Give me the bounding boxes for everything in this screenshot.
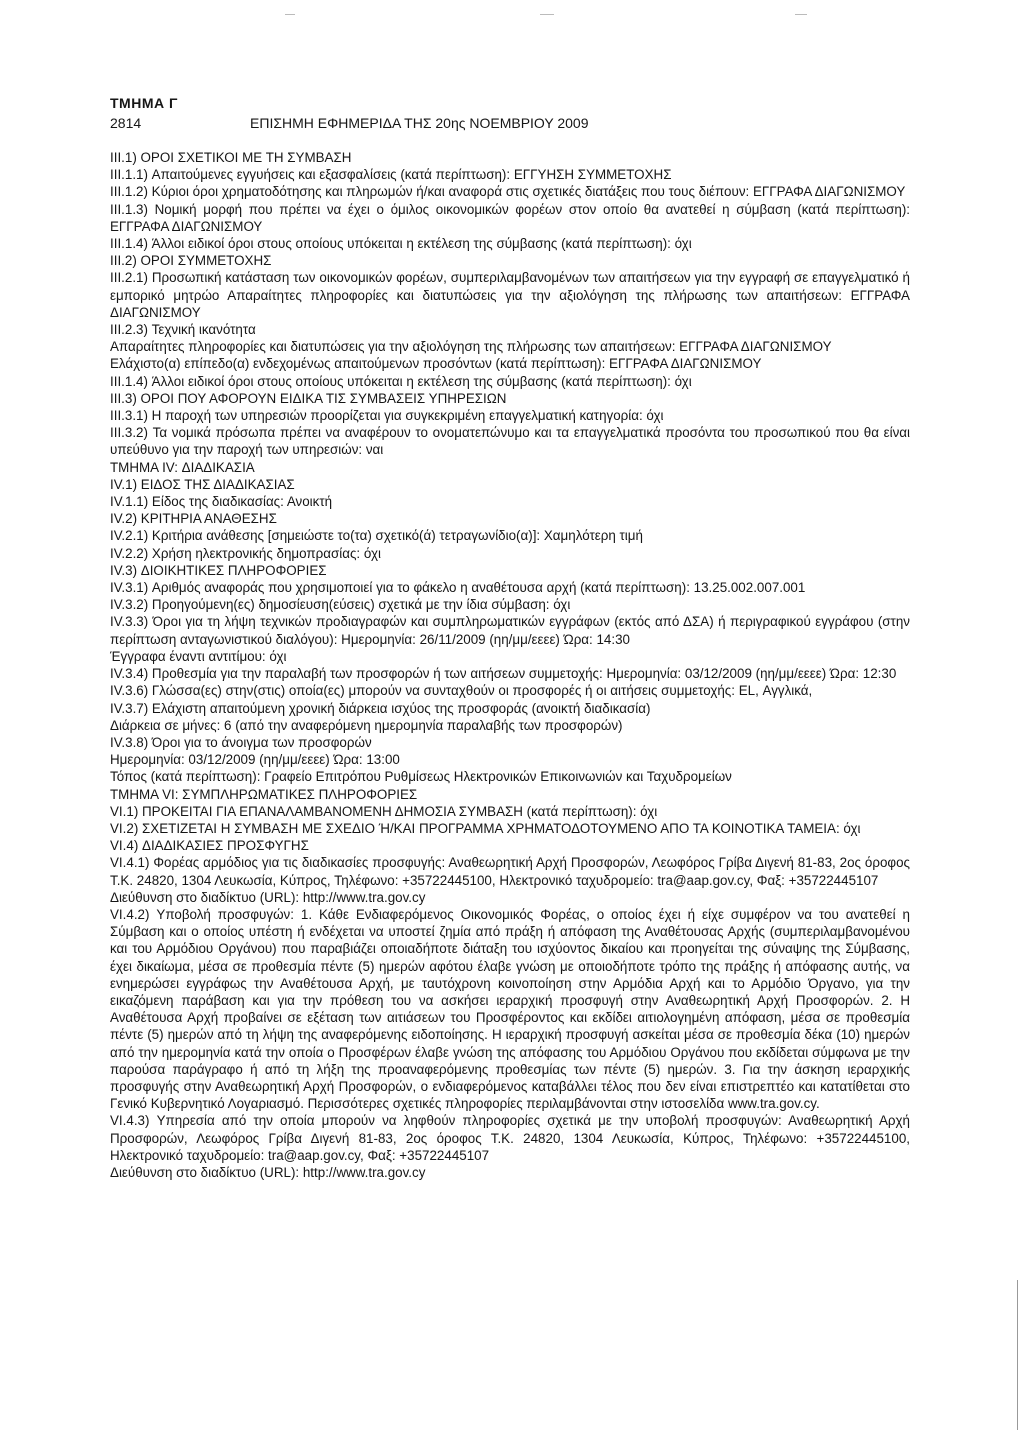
paragraph: III.2.1) Προσωπική κατάσταση των οικονομικών φορέων, συμπεριλαμβανομένων των απαιτήσεων για την εγγραφή σε επαγγελματικό ή εμπορικό μητρώο Απαραίτητες πληροφορίες και διατυπώσεις για την αξιολόγηση της πλήρωσης των απαιτήσεων: ΕΓΓΡΑΦΑ ΔΙΑΓΩΝΙΣΜΟΥ — [110, 270, 910, 320]
paragraph: III.1.3) Νομική μορφή που πρέπει να έχει ο όμιλος οικονομικών φορέων στον οποίο θα ανατεθεί η σύμβαση (κατά περίπτωση): ΕΓΓΡΑΦΑ ΔΙΑΓΩΝΙΣΜΟΥ — [110, 201, 910, 234]
section-heading: ΤΜΗΜΑ IV: ΔΙΑΔΙΚΑΣΙΑ — [110, 459, 255, 475]
paragraph: III.1.4) Άλλοι ειδικοί όροι στους οποίους υπόκειται η εκτέλεση της σύμβασης (κατά περίπτωση): όχι — [110, 373, 692, 389]
paragraph: III.3) ΟΡΟΙ ΠΟΥ ΑΦΟΡΟΥΝ ΕΙΔΙΚΑ ΤΙΣ ΣΥΜΒΑΣΕΙΣ ΥΠΗΡΕΣΙΩΝ — [110, 390, 507, 406]
paragraph: Διάρκεια σε μήνες: 6 (από την αναφερόμενη ημερομηνία παραλαβής των προσφορών) — [110, 717, 623, 733]
paragraph: IV.3.2) Προηγούμενη(ες) δημοσίευση(εύσεις) σχετικά με την ίδια σύμβαση: όχι — [110, 597, 571, 613]
paragraph: VI.4.3) Υπηρεσία από την οποία μπορούν να ληφθούν πληροφορίες σχετικά με την υποβολή προσφυγών: Αναθεωρητική Αρχή Προσφορών, Λεωφόρος Γρίβα Διγενή 81-83, 2ος όροφος Τ.Κ. 24820, 1304 Λευκωσία, Κύπρος, Τηλέφωνο: +35722445100, Ηλεκτρονικό ταχυδρομείο: tra@aap.gov.cy, Φαξ: +35722445107 — [110, 1113, 910, 1163]
section-heading: ΤΜΗΜΑ VI: ΣΥΜΠΛΗΡΩΜΑΤΙΚΕΣ ΠΛΗΡΟΦΟΡΙΕΣ — [110, 786, 418, 802]
scan-mark — [795, 14, 807, 15]
paragraph: IV.3.7) Ελάχιστη απαιτούμενη χρονική διάρκεια ισχύος της προσφοράς (ανοικτή διαδικασία) — [110, 700, 651, 716]
document-page — [110, 95, 910, 1181]
paragraph: Τόπος (κατά περίπτωση): Γραφείο Επιτρόπου Ρυθμίσεως Ηλεκτρονικών Επικοινωνιών και Ταχυδρομείων — [110, 769, 732, 785]
section-label: ΤΜΗΜΑ Γ — [110, 95, 178, 111]
scan-mark — [540, 14, 554, 15]
document-body — [110, 149, 910, 1181]
paragraph: Απαραίτητες πληροφορίες και διατυπώσεις για την αξιολόγηση της πλήρωσης των απαιτήσεων: ΕΓΓΡΑΦΑ ΔΙΑΓΩΝΙΣΜΟΥ — [110, 339, 832, 355]
paragraph: III.2.3) Τεχνική ικανότητα — [110, 322, 256, 338]
paragraph: VI.4) ΔΙΑΔΙΚΑΣΙΕΣ ΠΡΟΣΦΥΓΗΣ — [110, 838, 309, 854]
paragraph: IV.3) ΔΙΟΙΚΗΤΙΚΕΣ ΠΛΗΡΟΦΟΡΙΕΣ — [110, 562, 327, 578]
scan-mark — [285, 14, 295, 15]
paragraph: VI.4.1) Φορέας αρμόδιος για τις διαδικασίες προσφυγής: Αναθεωρητική Αρχή Προσφορών, Λεωφόρος Γρίβα Διγενή 81-83, 2ος όροφος Τ.Κ. 24820, 1304 Λευκωσία, Κύπρος, Τηλέφωνο: +35722445100, Ηλεκτρονικό ταχυδρομείο: tra@aap.gov.cy, Φαξ: +35722445107 — [110, 855, 910, 888]
paragraph: IV.3.6) Γλώσσα(ες) στην(στις) οποία(ες) μπορούν να συνταχθούν οι προσφορές ή οι αιτήσεις συμμετοχής: EL, Αγγλικά, — [110, 683, 813, 699]
paragraph: Έγγραφα έναντι αντιτίμου: όχι — [110, 648, 287, 664]
paragraph: Ελάχιστο(α) επίπεδο(α) ενδεχομένως απαιτούμενων προσόντων (κατά περίπτωση): ΕΓΓΡΑΦΑ ΔΙΑΓΩΝΙΣΜΟΥ — [110, 356, 762, 372]
paragraph: III.1.1) Απαιτούμενες εγγυήσεις και εξασφαλίσεις (κατά περίπτωση): ΕΓΓΥΗΣΗ ΣΥΜΜΕΤΟΧΗΣ — [110, 167, 672, 183]
scan-margin-line — [1017, 1280, 1018, 1430]
paragraph: IV.3.1) Αριθμός αναφοράς που χρησιμοποιεί για το φάκελο η αναθέτουσα αρχή (κατά περίπτωση): 13.25.002.007.001 — [110, 580, 806, 596]
paragraph: IV.3.3) Όροι για τη λήψη τεχνικών προδιαγραφών και συμπληρωματικών εγγράφων (εκτός από ΔΣΑ) ή περιγραφικού εγγράφου (στην περίπτωση ανταγωνιστικού διαλόγου): Ημερομηνία: 26/11/2009 (ηη/μμ/εεεε) Ώρα: 14:30 — [110, 614, 910, 647]
paragraph: VI.1) ΠΡΟΚΕΙΤΑΙ ΓΙΑ ΕΠΑΝΑΛΑΜΒΑΝΟΜΕΝΗ ΔΗΜΟΣΙΑ ΣΥΜΒΑΣΗ (κατά περίπτωση): όχι — [110, 803, 658, 819]
paragraph: IV.3.4) Προθεσμία για την παραλαβή των προσφορών ή των αιτήσεων συμμετοχής: Ημερομηνία: 03/12/2009 (ηη/μμ/εεεε) Ώρα: 12:30 — [110, 666, 897, 682]
paragraph: III.3.1) Η παροχή των υπηρεσιών προορίζεται για συγκεκριμένη επαγγελματική κατηγορία: όχι — [110, 408, 664, 424]
paragraph: IV.3.8) Όροι για το άνοιγμα των προσφορών — [110, 734, 372, 750]
paragraph: III.1) ΟΡΟΙ ΣΧΕΤΙΚΟΙ ΜΕ ΤΗ ΣΥΜΒΑΣΗ — [110, 150, 352, 165]
paragraph: IV.2.1) Κριτήρια ανάθεσης [σημειώστε το(τα) σχετικό(ά) τετραγωνίδιο(α)]: Χαμηλότερη τιμή — [110, 528, 643, 544]
paragraph: Διεύθυνση στο διαδίκτυο (URL): http://www.tra.gov.cy — [110, 1164, 426, 1180]
paragraph: IV.2.2) Χρήση ηλεκτρονικής δημοπρασίας: όχι — [110, 545, 381, 561]
paragraph: III.3.2) Τα νομικά πρόσωπα πρέπει να αναφέρουν το ονοματεπώνυμο και τα επαγγελματικά προσόντα του προσωπικού που θα είναι υπεύθυνο για την παροχή των υπηρεσιών: ναι — [110, 425, 910, 458]
paragraph: III.1.2) Κύριοι όροι χρηματοδότησης και πληρωμών ή/και αναφορά στις σχετικές διατάξεις που τους διέπουν: ΕΓΓΡΑΦΑ ΔΙΑΓΩΝΙΣΜΟΥ — [110, 184, 906, 200]
paragraph: IV.1) ΕΙΔΟΣ ΤΗΣ ΔΙΑΔΙΚΑΣΙΑΣ — [110, 476, 295, 492]
paragraph: Διεύθυνση στο διαδίκτυο (URL): http://www.tra.gov.cy — [110, 889, 426, 905]
publication-title: ΕΠΙΣΗΜΗ ΕΦΗΜΕΡΙΔΑ ΤΗΣ 20ης ΝΟΕΜΒΡΙΟΥ 2009 — [250, 115, 589, 131]
paragraph: III.2) ΟΡΟΙ ΣΥΜΜΕΤΟΧΗΣ — [110, 253, 272, 269]
paragraph: VI.2) ΣΧΕΤΙΖΕΤΑΙ Η ΣΥΜΒΑΣΗ ΜΕ ΣΧΕΔΙΟ Ή/ΚΑΙ ΠΡΟΓΡΑΜΜΑ ΧΡΗΜΑΤΟΔΟΤΟΥΜΕΝΟ ΑΠΟ ΤΑ ΚΟΙΝΟΤΙΚΑ ΤΑΜΕΙΑ: όχι — [110, 820, 861, 836]
paragraph: IV.1.1) Είδος της διαδικασίας: Ανοικτή — [110, 494, 333, 510]
paragraph: III.1.4) Άλλοι ειδικοί όροι στους οποίους υπόκειται η εκτέλεση της σύμβασης (κατά περίπτωση): όχι — [110, 236, 692, 252]
page-number: 2814 — [110, 115, 142, 131]
paragraph: Ημερομηνία: 03/12/2009 (ηη/μμ/εεεε) Ώρα: 13:00 — [110, 752, 400, 768]
paragraph: VI.4.2) Υποβολή προσφυγών: 1. Κάθε Ενδιαφερόμενος Οικονομικός Φορέας, ο οποίος έχει ή είχε συμφέρον να του ανατεθεί η Σύμβαση και ο οποίος υπέστη ή ενδέχεται να υποστεί ζημία από πράξη ή απόφαση της Αναθέτουσας Αρχής (συμπεριλαμβανομένου και του Αρμόδιου Οργάνου) που παραβιάζει οποιαδήποτε διάταξη του ισχύοντος δικαίου και προηγείται της σύναψης της Σύμβασης, έχει δικαίωμα, μέσα σε προθεσμία πέντε (5) ημερών αφότου έλαβε γνώση με οποιοδήποτε τρόπο της πράξης ή απόφασης αυτής, να ενημερώσει εγγράφως την Αναθέτουσα Αρχή, με ταυτόχρονη κοινοποίηση στην Αρμόδια Αρχή και το Αρμόδιο Όργανο, για την εικαζόμενη παράβαση και για την πρόθεση του να ασκήσει ιεραρχική προσφυγή στην Αναθεωρητική Αρχή Προσφορών. 2. Η Αναθέτουσα Αρχή προβαίνει σε εξέταση των αιτιάσεων του Προσφέροντος και εκδίδει αιτιολογημένη απόφαση, μέσα σε προθεσμία πέντε (5) ημερών από τη λήψη της αναφερόμενης ειδοποίησης. Η ιεραρχική προσφυγή ασκείται μέσα σε προθεσμία δέκα (10) ημερών από την ημερομηνία κατά την οποία ο Προσφέρων έλαβε γνώση της απόφασης του Αρμόδιου Οργάνου που εκδίδεται σύμφωνα με την παρούσα παράγραφο ή από τη λήξη της προαναφερόμενης προθεσμίας των πέντε (5) ημερών. 3. Για την άσκηση ιεραρχικής προσφυγής στην Αναθεωρητική Αρχή Προσφορών, ο ενδιαφερόμενος καταβάλλει τέλος που δεν είναι επιστρεπτέο και κατατίθεται στο Γενικό Κυβερνητικό Λογαριασμό. Περισσότερες σχετικές πληροφορίες περιλαμβάνονται στην ιστοσελίδα www.tra.gov.cy. — [110, 906, 910, 1112]
paragraph: IV.2) ΚΡΙΤΗΡΙΑ ΑΝΑΘΕΣΗΣ — [110, 511, 277, 527]
page-header — [110, 115, 910, 131]
